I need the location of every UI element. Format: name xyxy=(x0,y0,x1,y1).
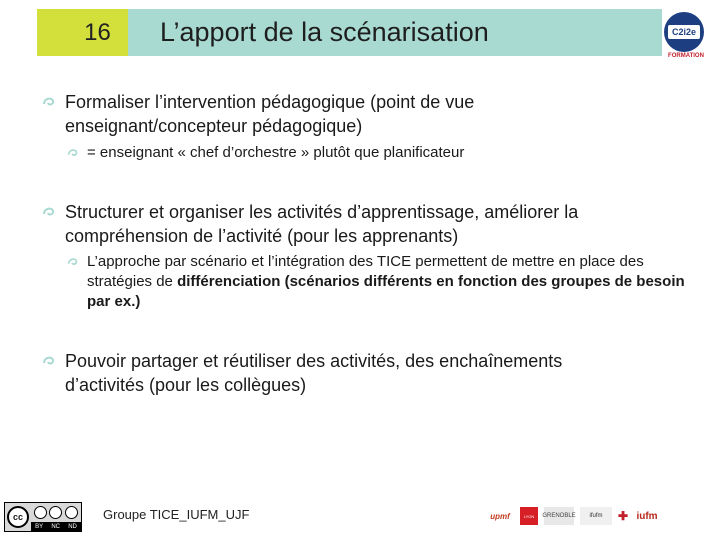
lyon-logo: LYON xyxy=(520,507,538,525)
swirl-bullet-icon xyxy=(67,256,79,268)
footer-text: Groupe TICE_IUFM_UJF xyxy=(103,507,250,522)
plus-icon: ✚ xyxy=(617,509,629,523)
swirl-bullet-icon xyxy=(67,147,79,159)
slide-header xyxy=(37,9,662,56)
license-label-nc: NC xyxy=(51,523,60,530)
creative-commons-badge[interactable] xyxy=(4,502,82,532)
by-icon xyxy=(34,506,47,519)
slide-title: L’apport de la scénarisation xyxy=(128,9,662,56)
cnrs-logo: ifufm xyxy=(580,507,612,525)
bullet-1: Formaliser l’intervention pédagogique (point de vue enseignant/concepteur pédagogique) xyxy=(40,90,660,138)
license-label-by: BY xyxy=(35,523,44,530)
grenoble-logo: GRENOBLE xyxy=(544,507,574,525)
cc-icon: cc xyxy=(5,503,31,531)
swirl-bullet-icon xyxy=(42,205,56,219)
license-label-nd: ND xyxy=(68,523,77,530)
c2i2e-logo xyxy=(664,12,706,60)
nc-icon xyxy=(49,506,62,519)
sub-bullet-2: L’approche par scénario et l’intégration des TICE permettent de mettre en place des stratégies de différenciation (scénarios différents en fonction des groupes de besoin par ex.) xyxy=(67,252,692,312)
iufm-logo: iufm xyxy=(636,510,658,522)
sub-bullet-1: = enseignant « chef d’orchestre » plutôt que planificateur xyxy=(67,143,667,163)
partner-logos xyxy=(486,503,676,529)
slide-number: 16 xyxy=(37,9,128,56)
logo-name: C2i2e xyxy=(668,25,700,39)
logo-subtitle: FORMATION xyxy=(668,53,704,59)
swirl-bullet-icon xyxy=(42,95,56,109)
nd-icon xyxy=(65,506,78,519)
upmf-logo: upmf xyxy=(490,511,510,521)
swirl-bullet-icon xyxy=(42,354,56,368)
bullet-2: Structurer et organiser les activités d’apprentissage, améliorer la compréhension de l’activité (pour les apprenants) xyxy=(40,200,665,248)
bullet-3: Pouvoir partager et réutiliser des activités, des enchaînements d’activités (pour les collègues) xyxy=(40,349,640,397)
